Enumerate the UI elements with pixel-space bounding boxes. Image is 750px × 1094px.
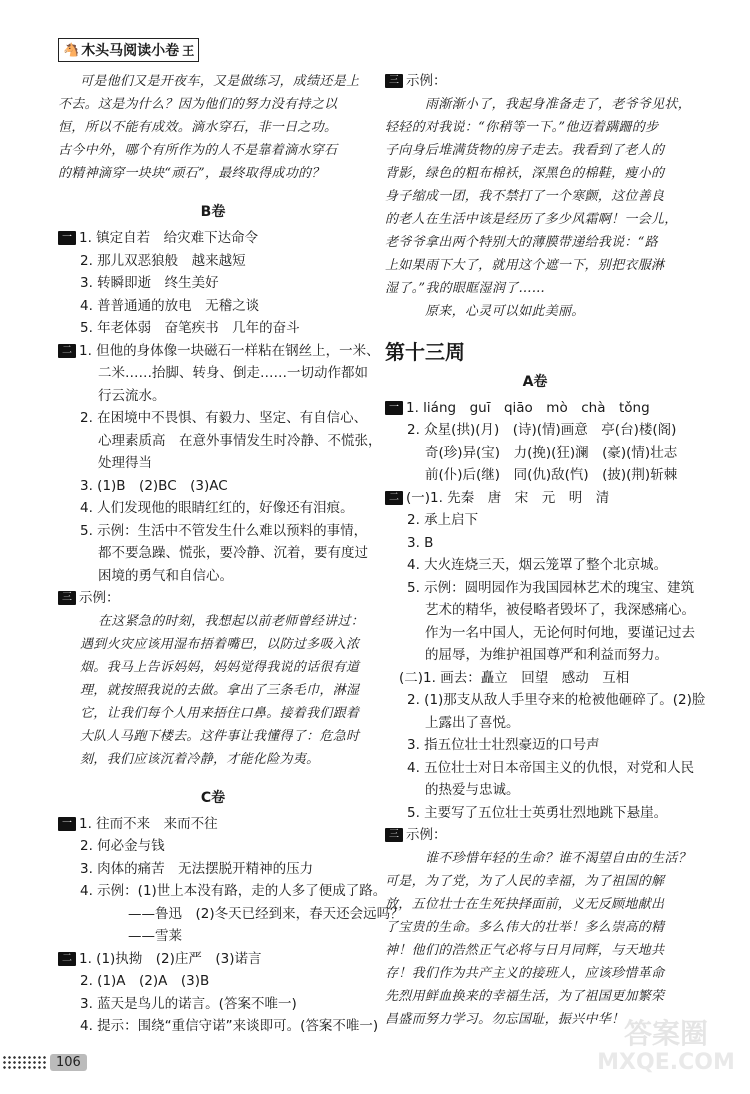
- b-part-2: [58, 340, 382, 588]
- header-flag: 王: [182, 43, 195, 58]
- answer-line: 1. liáng guī qiāo mò chà tǒng: [406, 399, 650, 416]
- b-part-1: [58, 227, 368, 340]
- section-badge: 一: [58, 231, 76, 245]
- text-line: 子向身后堆满货物的房子走去。我看到了老人的: [385, 142, 665, 158]
- answer-line: 2. 那儿双恶狼般 越来越短: [80, 252, 246, 269]
- text-line: 理，就按照我说的去做。拿出了三条毛巾，淋湿: [80, 682, 360, 698]
- section-badge: 三: [385, 74, 403, 88]
- answer-line: (二)1. 画去：矗立 回望 感动 互相: [399, 669, 630, 686]
- example-label: 示例：: [406, 827, 447, 843]
- a-part-3: [385, 824, 692, 1031]
- answer-line: 2. 众星(拱)(月) (诗)(情)画意 亭(台)楼(阁): [407, 422, 677, 438]
- answer-line: 4. 示例：(1)世上本没有路，走的人多了便成了路。: [80, 883, 387, 899]
- answer-line: ——雪莱: [128, 928, 182, 944]
- answer-line: 5. 示例：圆明园作为我国园林艺术的瑰宝、建筑: [407, 579, 695, 596]
- answer-line: 4. 提示：围绕“重信守诺”来谈即可。(答案不唯一): [80, 1018, 379, 1034]
- text-line: 大队人马跑下楼去。这件事让我懂得了：危急时: [80, 728, 360, 744]
- answer-line: 作为一名中国人，无论何时何地，要谨记过去: [425, 624, 695, 641]
- answer-line: 3. (1)B (2)BC (3)AC: [80, 477, 228, 494]
- section-badge: 一: [58, 817, 76, 831]
- text-line: 的老人在生活中该是经历了多少风霜啊！一会儿，: [385, 211, 678, 227]
- text-line: 雨渐渐小了，我起身准备走了，老爷爷见状，: [425, 96, 692, 112]
- example-label: 示例：: [406, 73, 447, 89]
- section-title-b: B卷: [200, 204, 226, 220]
- answer-line: 3. 转瞬即逝 终生美好: [80, 275, 219, 291]
- left-column: [58, 70, 404, 1038]
- answer-line: 1. 往而不来 来而不往: [79, 815, 218, 832]
- answer-line: 2. 承上启下: [407, 512, 479, 528]
- text-line: 轻轻的对我说：“你稍等一下。”他迈着蹒跚的步: [385, 119, 659, 135]
- section-badge: 一: [385, 401, 403, 415]
- text-line: 可是，为了党，为了人民的幸福，为了祖国的解: [385, 873, 665, 889]
- section-badge: 二: [385, 491, 403, 505]
- text-line: 昌盛而努力学习。勿忘国耻，振兴中华！: [385, 1011, 625, 1027]
- section-badge: 二: [58, 952, 76, 966]
- text-line: 遇到火灾应该用湿布捂着嘴巴，以防过多吸入浓: [80, 636, 360, 652]
- intro-paragraph: [58, 70, 368, 185]
- week-title: 第十三周: [385, 339, 465, 364]
- text-line: 上如果雨下大了，就用这个遮一下，别把衣服淋: [385, 257, 665, 273]
- answer-line: 5. 年老体弱 奋笔疾书 几年的奋斗: [80, 320, 300, 336]
- text-line: 它，让我们每个人用来捂住口鼻。接着我们跟着: [80, 705, 360, 721]
- answer-line: ——鲁迅 (2)冬天已经到来，春天还会远吗？: [128, 905, 404, 922]
- answer-line: 5. 示例：生活中不管发生什么难以预料的事情，: [80, 522, 368, 539]
- text-line: 老爷爷拿出两个特别大的薄膜带递给我说：“路: [385, 234, 658, 250]
- answer-line: 心理素质高 在意外事情发生时冷静、不慌张，: [98, 432, 382, 449]
- section-title-a: A卷: [522, 373, 548, 390]
- answer-line: 的屈辱，为维护祖国尊严和利益而努力。: [425, 647, 668, 663]
- c-part-1: [58, 813, 404, 948]
- answer-line: 4. 人们发现他的眼睛红红的，好像还有泪痕。: [80, 500, 354, 516]
- answer-line: 2. (1)A (2)A (3)B: [80, 973, 210, 989]
- horse-logo-icon: 🐴: [63, 42, 80, 58]
- text-line: 身子缩成一团，我不禁打了一个寒颤，这位善良: [385, 188, 665, 204]
- a-part-1: [385, 397, 685, 487]
- text-line: 烟。我马上告诉妈妈，妈妈觉得我说的话很有道: [80, 659, 360, 675]
- previous-example: [385, 70, 692, 323]
- book-header: [58, 38, 199, 62]
- text-line: 存！我们作为共产主义的接班人，应该珍惜革命: [385, 965, 665, 981]
- answer-line: 1. 镇定自若 给灾难下达命令: [79, 230, 259, 246]
- b-part-3: [58, 587, 368, 771]
- watermark-url: MXQE.COM: [597, 1050, 735, 1075]
- answer-line: 4. 大火连烧三天，烟云笼罩了整个北京城。: [407, 557, 668, 573]
- a-part-2: [385, 487, 706, 825]
- text-line: 在这紧急的时刻，我想起以前老师曾经讲过：: [98, 613, 365, 629]
- answer-line: 4. 五位壮士对日本帝国主义的仇恨，对党和人民: [407, 759, 695, 776]
- watermark: [596, 1018, 736, 1088]
- text-line: 背影，绿色的粗布棉袄，深黑色的棉鞋，瘦小的: [385, 165, 665, 181]
- text-line: 谁不珍惜年轻的生命？谁不渴望自由的生活？: [425, 850, 692, 866]
- answer-line: 1. 但他的身体像一块磁石一样粘在钢丝上，一米、: [79, 342, 380, 359]
- answer-line: 前(仆)后(继) 同(仇)敌(忾) (披)(荆)斩棘: [425, 467, 678, 483]
- section-badge: 三: [58, 591, 76, 605]
- answer-line: 5. 主要写了五位壮士英勇壮烈地跳下悬崖。: [407, 804, 668, 821]
- section-title-c: C卷: [200, 789, 226, 806]
- answer-line: 2. 何必金与钱: [80, 838, 165, 854]
- answer-line: 3. 肉体的痛苦 无法摆脱开精神的压力: [80, 860, 314, 877]
- answer-line: (一)1. 先秦 唐 宋 元 明 清: [406, 489, 610, 506]
- answer-line: 二米……抬脚、转身、倒走……一切动作都如: [98, 365, 368, 381]
- text-line: 不去。这是为什么？因为他们的努力没有持之以: [58, 97, 338, 112]
- text-line: 刻，我们应该沉着冷静，才能化险为夷。: [80, 751, 320, 767]
- text-line: 先烈用鲜血换来的幸福生活，为了祖国更加繁荣: [385, 988, 665, 1004]
- answer-line: 1. (1)执拗 (2)庄严 (3)诺言: [79, 950, 262, 967]
- answer-line: 2. 在困境中不畏惧、有毅力、坚定、有自信心、: [80, 410, 368, 426]
- answer-line: 奇(珍)异(宝) 力(挽)(狂)澜 (豪)(情)壮志: [425, 444, 678, 461]
- text-line: 湿了。”我的眼眶湿润了……: [385, 280, 546, 296]
- answer-line: 处理得当: [98, 455, 152, 471]
- text-line: 可是他们又是开夜车，又是做练习，成绩还是上: [80, 74, 360, 89]
- answer-line: 3. B: [407, 534, 434, 551]
- example-label: 示例：: [79, 590, 120, 606]
- answer-line: 4. 普普通通的放电 无稽之谈: [80, 297, 260, 314]
- section-badge: 二: [58, 344, 76, 358]
- text-line: 了宝贵的生命。多么伟大的壮举！多么崇高的精: [385, 919, 665, 935]
- answer-line: 艺术的精华，被侵略者毁坏了，我深感痛心。: [425, 602, 695, 618]
- dot-pattern-icon: [2, 1055, 48, 1071]
- text-line: 古今中外，哪个有所作为的人不是靠着滴水穿石: [58, 143, 338, 158]
- text-line: 的精神滴穿一块块“顽石”，最终取得成功的？: [58, 166, 325, 181]
- text-line: 放，五位壮士在生死抉择面前，义无反顾地献出: [385, 896, 665, 912]
- right-column: [385, 70, 706, 1031]
- answer-line: 3. 指五位壮士壮烈豪迈的口号声: [407, 737, 600, 753]
- answer-line: 行云流水。: [98, 387, 166, 404]
- text-line: 原来，心灵可以如此美丽。: [425, 303, 585, 319]
- answer-line: 3. 蓝天是鸟儿的诺言。(答案不唯一): [80, 995, 297, 1012]
- text-line: 神！他们的浩然正气必将与日月同辉，与天地共: [385, 942, 665, 958]
- book-title: 木头马阅读小卷: [81, 43, 180, 59]
- text-line: 恒，所以不能有成效。滴水穿石，非一日之功。: [58, 120, 338, 135]
- page-footer: [2, 1054, 87, 1071]
- section-badge: 三: [385, 828, 403, 842]
- c-part-2: [58, 948, 379, 1038]
- answer-line: 的热爱与忠诚。: [425, 782, 520, 798]
- answer-line: 2. (1)那支从敌人手里夺来的枪被他砸碎了。(2)脸: [407, 692, 706, 708]
- answer-line: 困境的勇气和自信心。: [98, 567, 233, 584]
- watermark-text: 答案圈: [623, 1017, 708, 1050]
- answer-line: 都不要急躁、慌张，要冷静、沉着，要有度过: [98, 545, 368, 561]
- page-number: 106: [50, 1054, 87, 1071]
- answer-line: 上露出了喜悦。: [425, 714, 520, 731]
